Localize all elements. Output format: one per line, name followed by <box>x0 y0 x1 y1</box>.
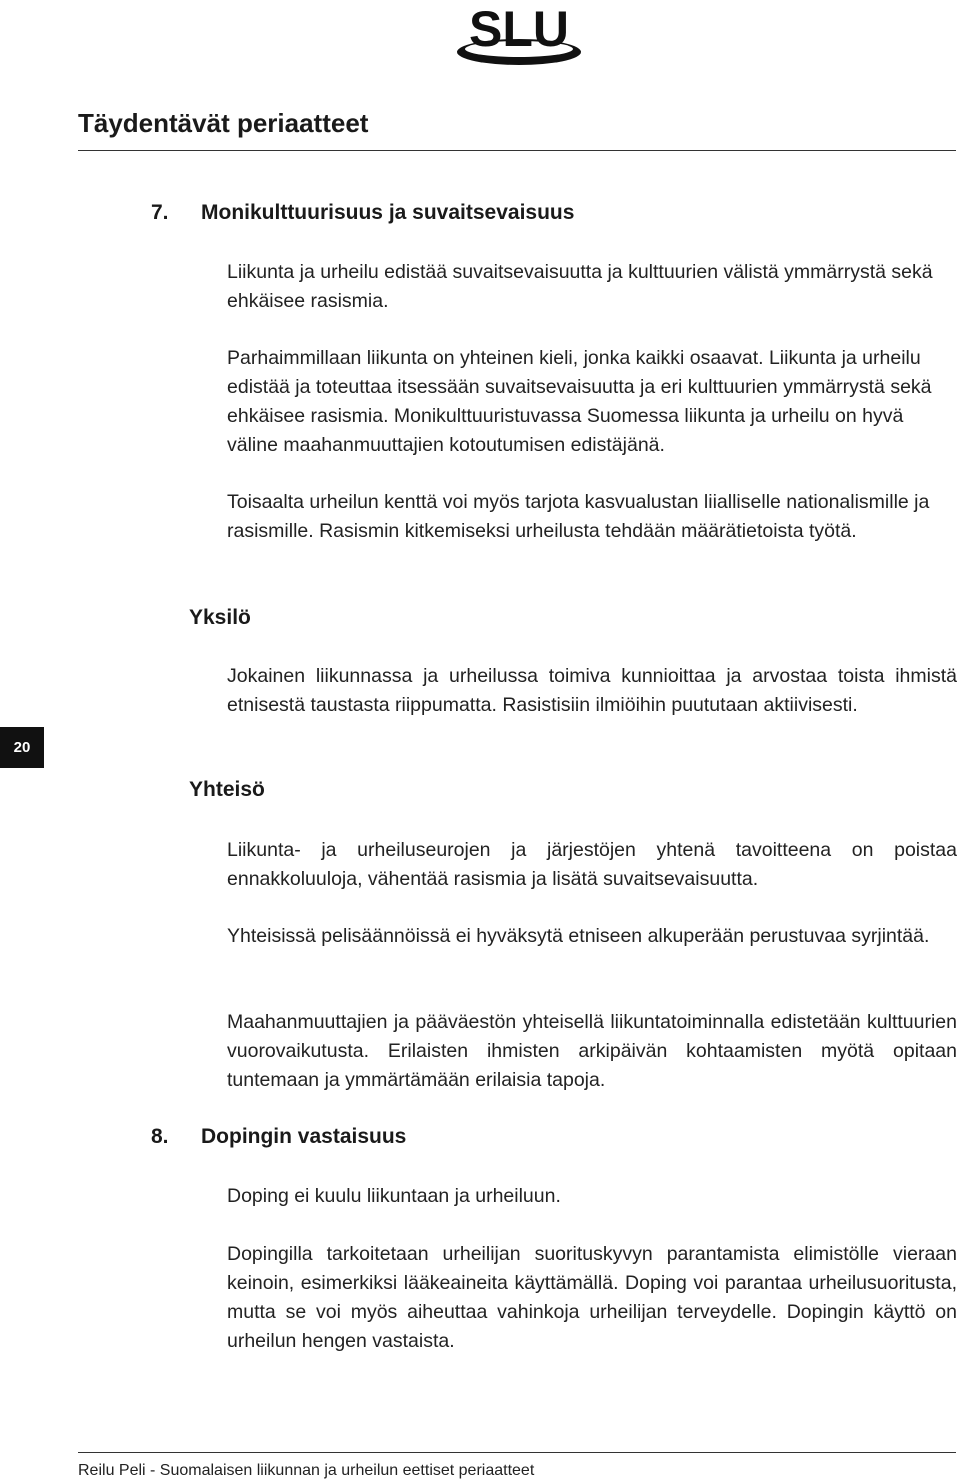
section-8-paragraph-2: Dopingilla tarkoitetaan urheilijan suorituskyvyn parantamista elimistölle vieraan keinoin, esimerkiksi lääkeaineita käyttämällä. Doping voi parantaa urheilusuoritusta, mutta se voi myös aiheuttaa vahinkoja urheilijan terveydelle. Dopingin käyttö on urheilun hengen vastaista. <box>227 1243 957 1352</box>
section-7-paragraph-2: Parhaimmillaan liikunta on yhteinen kieli, jonka kaikki osaavat. Liikunta ja urheilu edistää ja toteuttaa itsessään suvaitsevaisuutta ja eri kulttuurien ymmärrystä sekä ehkäisee rasismia. Monikulttuuristuvassa Suomessa liikunta ja urheilu on hyvä väline maahanmuuttajien kotoutumisen edistäjänä. <box>227 347 932 456</box>
section-7-title: Monikulttuurisuus ja suvaitsevaisuus <box>201 201 575 224</box>
section-7-heading <box>151 201 851 227</box>
yhteiso-paragraph-2: Yhteisissä pelisäännöissä ei hyväksytä etniseen alkuperään perustuvaa syrjintää. <box>227 925 930 947</box>
footer-divider <box>78 1452 956 1453</box>
page-title: Täydentävät periaatteet <box>78 108 369 138</box>
yhteiso-paragraph-3: Maahanmuuttajien ja pääväestön yhteisellä liikuntatoiminnalla edistetään kulttuurien vuorovaikutusta. Erilaisten ihmisten arkipäivän kohtaamisten myötä opitaan tuntemaan ja ymmärtämään erilaisia tapoja. <box>227 1011 957 1091</box>
section-7-paragraph-3: Toisaalta urheilun kenttä voi myös tarjota kasvualustan liialliselle nationalismille ja rasismille. Rasismin kitkemiseksi urheilusta tehdään määrätietoista työtä. <box>227 491 930 542</box>
header-divider <box>78 150 956 151</box>
yhteiso-paragraph-1: Liikunta- ja urheiluseurojen ja järjestöjen yhtenä tavoitteena on poistaa ennakkoluuloja, vähentää rasismia ja lisätä suvaitsevaisuutta. <box>227 839 957 890</box>
page-number: 20 <box>0 727 44 768</box>
yksilo-paragraph: Jokainen liikunnassa ja urheilussa toimiva kunnioittaa ja arvostaa toista ihmistä etnisestä taustasta riippumatta. Rasistisiin ilmiöihin puututaan aktiivisesti. <box>227 665 957 716</box>
section-8-heading <box>151 1125 851 1151</box>
footer-text: Reilu Peli - Suomalaisen liikunnan ja urheilun eettiset periaatteet <box>78 1462 535 1479</box>
logo-text: SLU <box>469 1 569 57</box>
section-7-number: 7. <box>151 201 169 224</box>
section-8-title: Dopingin vastaisuus <box>201 1125 407 1148</box>
slu-logo <box>455 0 583 72</box>
section-7-paragraph-1: Liikunta ja urheilu edistää suvaitsevaisuutta ja kulttuurien välistä ymmärrystä sekä ehkäisee rasismia. <box>227 261 933 312</box>
section-8-number: 8. <box>151 1125 169 1148</box>
yhteiso-heading: Yhteisö <box>189 778 265 801</box>
section-8-paragraph-1: Doping ei kuulu liikuntaan ja urheiluun. <box>227 1185 561 1207</box>
yksilo-heading: Yksilö <box>189 606 251 629</box>
